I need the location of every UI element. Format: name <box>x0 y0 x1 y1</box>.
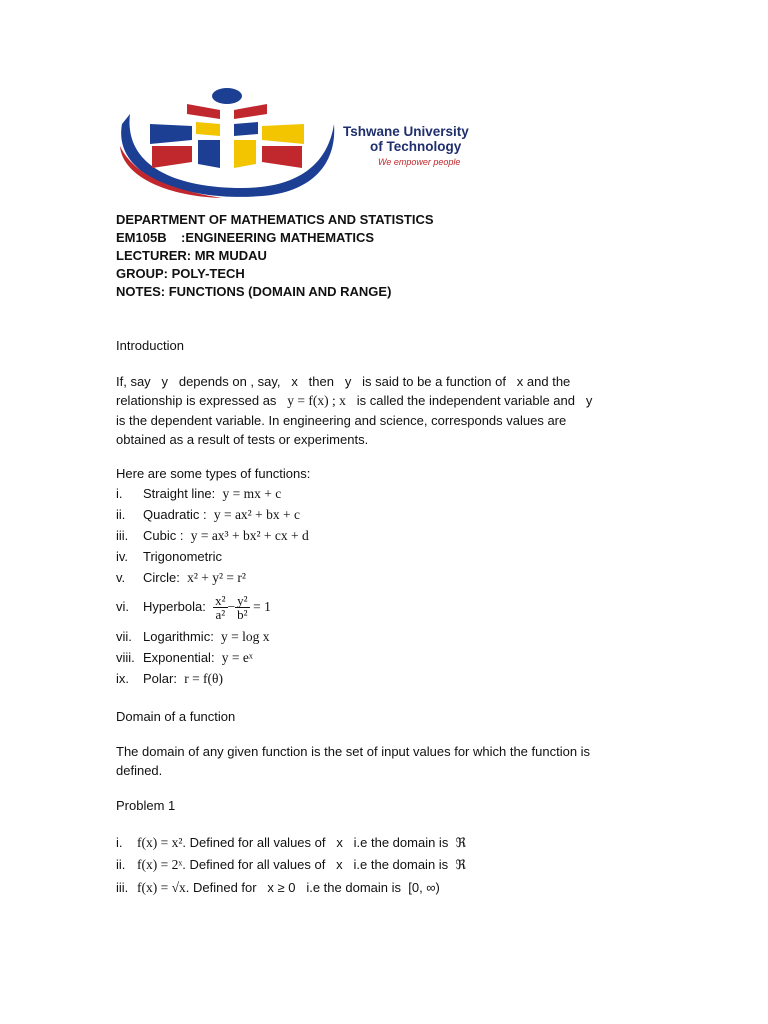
list-item <box>116 567 716 588</box>
item-number: vii. <box>116 629 132 644</box>
item-number: iii. <box>116 528 129 543</box>
item-label: Circle: <box>143 570 180 585</box>
item-label: Logarithmic: <box>143 629 214 644</box>
list-item <box>116 504 716 525</box>
notes-line: NOTES: FUNCTIONS (DOMAIN AND RANGE) <box>116 284 392 299</box>
item-label: Exponential: <box>143 650 215 665</box>
lecturer-line: LECTURER: MR MUDAU <box>116 248 267 263</box>
item-formula: y = ax³ + bx² + cx + d <box>190 528 309 543</box>
item-formula: f(x) = 2ˣ <box>137 857 183 872</box>
domain-line1: The domain of any given function is the set of input values for which the function is <box>116 744 591 759</box>
item-number: i. <box>116 486 123 501</box>
item-number: iii. <box>116 880 129 895</box>
item-label: Polar: <box>143 671 177 686</box>
item-formula: y = eˣ <box>221 650 253 665</box>
university-logo <box>112 84 542 208</box>
intro-line4: obtained as a result of tests or experiments. <box>116 432 369 447</box>
domain-line2: defined. <box>116 763 163 778</box>
list-item <box>116 668 716 689</box>
item-number: ii. <box>116 507 126 522</box>
item-formula: y = log x <box>221 629 270 644</box>
item-number: ix. <box>116 671 129 686</box>
domain-heading: Domain of a function <box>116 709 236 724</box>
item-label: Quadratic : <box>143 507 207 522</box>
problem-item <box>116 855 466 875</box>
item-formula: x² + y² = r² <box>187 570 246 585</box>
types-heading: Here are some types of functions: <box>116 466 311 481</box>
item-formula: = 1 <box>253 599 271 614</box>
function-types-list <box>116 483 716 689</box>
item-number: viii. <box>116 650 135 665</box>
fraction-y-over-b <box>235 594 249 621</box>
item-label: Straight line: <box>143 486 216 501</box>
university-name <box>343 124 469 154</box>
intro-line3: is the dependent variable. In engineering and science, corresponds values are <box>116 413 567 428</box>
item-label: Hyperbola: <box>143 599 206 614</box>
item-formula: f(x) = x² <box>137 835 183 850</box>
fraction-x-over-a <box>213 594 227 621</box>
denominator: b² <box>237 607 248 623</box>
item-number: v. <box>116 570 126 585</box>
item-label: Trigonometric <box>143 549 222 564</box>
item-label: Cubic : <box>143 528 184 543</box>
item-text: . Defined for x ≥ 0 i.e the domain is [0, ∞) <box>185 880 440 895</box>
intro-line2-formula: y = f(x) ; x <box>287 393 346 408</box>
item-text: . Defined for all values of x i.e the domain is ℜ <box>182 857 466 872</box>
document-header <box>116 211 434 301</box>
department-line: DEPARTMENT OF MATHEMATICS AND STATISTICS <box>116 212 434 227</box>
problem-item <box>116 833 466 853</box>
list-item <box>116 588 716 626</box>
list-item <box>116 546 716 567</box>
list-item <box>116 626 716 647</box>
intro-line1: If, say y depends on , say, x then y is said to be a function of x and the <box>116 374 571 389</box>
list-item <box>116 483 716 504</box>
list-item <box>116 525 716 546</box>
item-formula: y = ax² + bx + c <box>213 507 300 522</box>
minus-sign: − <box>227 599 236 614</box>
item-formula: r = f(θ) <box>184 671 224 686</box>
item-number: i. <box>116 835 123 850</box>
denominator: a² <box>215 607 226 623</box>
numerator: y² <box>237 593 248 609</box>
item-formula: f(x) = √x <box>137 880 186 895</box>
university-name-line1: Tshwane University <box>343 124 469 139</box>
intro-heading: Introduction <box>116 338 184 353</box>
item-text: . Defined for all values of x i.e the domain is ℜ <box>182 835 467 850</box>
group-line: GROUP: POLY-TECH <box>116 266 245 281</box>
university-name-line2: of Technology <box>370 139 462 154</box>
numerator: x² <box>215 593 226 609</box>
item-number: vi. <box>116 599 129 614</box>
university-tagline: We empower people <box>378 157 461 167</box>
problem-heading: Problem 1 <box>116 798 176 813</box>
intro-line2-text-a: relationship is expressed as <box>116 393 277 408</box>
problem-item <box>116 878 440 898</box>
item-number: iv. <box>116 549 129 564</box>
item-number: ii. <box>116 857 126 872</box>
course-line: EM105B :ENGINEERING MATHEMATICS <box>116 230 375 245</box>
intro-line2 <box>116 391 592 411</box>
item-formula: y = mx + c <box>222 486 282 501</box>
intro-line2-text-b: is called the independent variable and y <box>356 393 593 408</box>
list-item <box>116 647 716 668</box>
